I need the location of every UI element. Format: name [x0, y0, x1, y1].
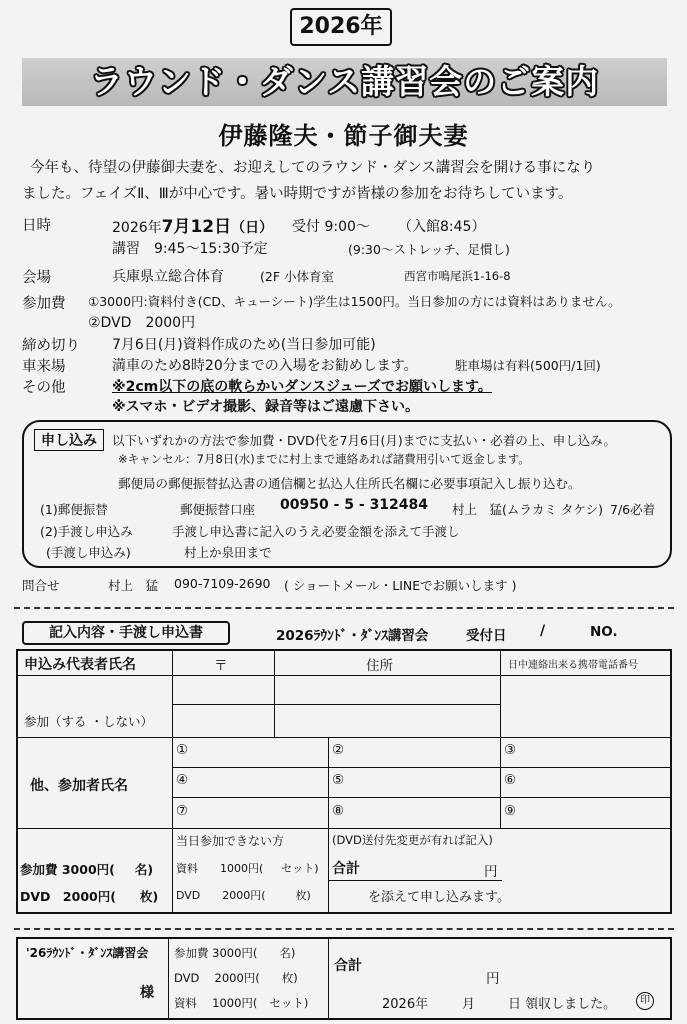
address-field[interactable] — [276, 677, 498, 703]
event-date-day: （日） — [231, 220, 274, 236]
participant-4-field[interactable]: ④ — [176, 772, 189, 788]
fee-quantity[interactable] — [20, 860, 153, 878]
year-box: 2026年 — [290, 8, 392, 46]
receipt-dvd-label: DVD 2000円( — [174, 971, 260, 985]
shoes-note: ※2cm以下の底の軟らかいダンスジューズでお願いします。 — [112, 379, 492, 395]
method-1-prefix: 郵便振替口座 — [180, 502, 256, 517]
participant-3-field[interactable]: ③ — [504, 742, 517, 758]
intro-line-2: ました。フェイズⅡ、Ⅲが中心です。暑い時期ですが皆様の参加をお待ちしています。 — [22, 186, 573, 202]
postal-code-header: 〒 — [214, 658, 228, 674]
receipt-date-month: 月 — [462, 997, 476, 1012]
cut-line — [14, 607, 674, 609]
other-participants-label: 他、参加者氏名 — [30, 778, 128, 794]
cut-line-2 — [14, 928, 674, 930]
materials-quantity-unit: セット) — [281, 862, 319, 875]
parking-fee: 駐車場は有料(500円/1回) — [455, 358, 601, 373]
participant-7-field[interactable]: ⑦ — [176, 803, 189, 819]
receipt-dvd-unit: 枚) — [281, 971, 298, 985]
contact-note: ( ショートメール・LINEでお願いします ) — [284, 578, 517, 593]
parking-label: 車来場 — [22, 359, 66, 375]
fee-option-2: ②DVD 2000円 — [88, 315, 196, 331]
receipt-event-name: '26ﾗｳﾝﾄﾞ・ﾀﾞﾝｽ講習会 — [26, 946, 149, 960]
absent-dvd-quantity[interactable] — [176, 887, 311, 903]
form-total-label: 合計 — [332, 861, 360, 877]
receipt-fee — [174, 945, 295, 961]
representative-name-header: 申込み代表者氏名 — [24, 657, 136, 673]
event-date — [112, 212, 273, 237]
event-date-year: 2026年 — [112, 220, 162, 236]
contact-label: 問合せ — [22, 578, 60, 593]
materials-quantity-label: 資料 1000円( — [176, 862, 264, 875]
method-2-label: (2)手渡し申込み — [40, 524, 133, 539]
dvd-address-change-label: (DVD送付先変更が有れば記入) — [332, 833, 493, 847]
application-tag: 申し込み — [34, 429, 104, 451]
stretch-note: (9:30～ストレッチ、足慣し) — [348, 242, 510, 257]
lecture-time: 講習 9:45～15:30予定 — [112, 241, 268, 257]
venue-label: 会場 — [22, 270, 51, 286]
form-tag: 記入内容・手渡し申込書 — [22, 621, 230, 645]
phone-field[interactable] — [502, 677, 670, 735]
participant-2-field[interactable]: ② — [332, 742, 345, 758]
absent-dvd-quantity-label: DVD 2000円( — [176, 889, 266, 902]
reception-time: 受付 9:00～ — [292, 219, 370, 235]
date-label: 日時 — [22, 218, 51, 234]
receipt-dvd — [174, 970, 298, 986]
recording-note: ※スマホ・ビデオ撮影、録音等はご遠慮下さい。 — [112, 399, 420, 415]
absent-dvd-quantity-unit: 枚) — [295, 889, 311, 902]
attach-note: を添えて申し込みます。 — [368, 890, 510, 905]
dvd-quantity-unit: 枚) — [139, 889, 159, 904]
method-3-text: 村上か泉田まで — [184, 545, 272, 560]
transfer-instructions: 郵便局の郵便振替払込書の通信欄と払込人住所氏名欄に必要事項記入し振り込む。 — [118, 476, 581, 491]
form-total-yen: 円 — [484, 864, 498, 880]
participant-9-field[interactable]: ⑨ — [504, 803, 517, 819]
deadline: 7月6日(月)資料作成のため(当日参加可能) — [112, 337, 376, 353]
postal-account-number: 00950 - 5 - 312484 — [280, 497, 429, 513]
attendance-option[interactable]: 参加（する ・しない） — [24, 714, 153, 729]
method-1-label: (1)郵便振替 — [40, 502, 108, 517]
participant-5-field[interactable]: ⑤ — [332, 772, 345, 788]
parking-info: 満車のため8時20分までの入場をお勧めします。 — [112, 358, 418, 374]
receipt-date-year: 2026年 — [382, 997, 429, 1012]
receipt-materials-unit: セット) — [269, 996, 309, 1010]
method-2-text: 手渡し申込書に記入のうえ必要金額を添えて手渡し — [172, 524, 460, 539]
receipt-materials — [174, 995, 308, 1011]
received-date-slash: / — [540, 623, 546, 639]
page-title: ラウンド・ダンス講習会のご案内 — [89, 62, 600, 101]
method-1-due: 7/6必着 — [610, 502, 656, 517]
receipt-total-yen: 円 — [486, 971, 500, 987]
received-date-label: 受付日 — [466, 628, 507, 644]
materials-quantity[interactable] — [176, 860, 319, 876]
receipt-total-label: 合計 — [334, 958, 362, 974]
representative-name-field[interactable] — [174, 677, 272, 703]
receipt-fee-unit: 名) — [279, 946, 296, 960]
participant-1-field[interactable]: ① — [176, 742, 189, 758]
receipt-bottom-border — [16, 1018, 672, 1020]
dvd-quantity[interactable] — [20, 887, 158, 905]
receipt-fee-label: 参加費 3000円( — [174, 946, 258, 960]
method-3-label: (手渡し申込み) — [46, 545, 131, 560]
venue-room: (2F 小体育室 — [260, 269, 334, 284]
number-label: NO. — [590, 624, 618, 640]
seal-icon: 印 — [636, 992, 654, 1010]
fee-quantity-unit: 名) — [134, 862, 154, 877]
instructors-name: 伊藤隆夫・節子御夫妻 — [218, 122, 469, 150]
receipt-sama: 様 — [140, 985, 154, 1001]
form-event-name: 2026ﾗｳﾝﾄﾞ・ﾀﾞﾝｽ講習会 — [276, 628, 429, 644]
absent-label: 当日参加できない方 — [176, 834, 285, 848]
application-line-1: 以下いずれかの方法で参加費・DVD代を7月6日(月)までに支払い・必着の上、申し込み。 — [112, 433, 616, 448]
event-date-main: 7月12日 — [161, 217, 232, 237]
entry-time: （入館8:45） — [398, 219, 486, 235]
fee-quantity-label: 参加費 3000円( — [20, 862, 115, 877]
deadline-label: 締め切り — [22, 338, 80, 354]
phone-header: 日中連絡出来る携帯電話番号 — [508, 660, 638, 671]
participant-6-field[interactable]: ⑥ — [504, 772, 517, 788]
receipt-acknowledgement: 日 領収しました。 — [508, 997, 617, 1012]
receipt-materials-label: 資料 1000円( — [174, 996, 258, 1010]
intro-line-1: 今年も、待望の伊藤御夫妻を、お迎えしてのラウンド・ダンス講習会を開ける事になり — [30, 160, 596, 176]
venue: 兵庫県立総合体育 — [112, 269, 224, 285]
account-holder: 村上 猛(ムラカミ タケシ) — [452, 502, 603, 517]
dvd-quantity-label: DVD 2000円( — [20, 889, 116, 904]
contact-phone: 090-7109-2690 — [174, 576, 271, 591]
fee-option-1: ①3000円:資料付き(CD、キューシート)学生は1500円。当日参加の方には資料はありません。 — [88, 294, 621, 309]
fee-label: 参加費 — [22, 296, 66, 312]
address-header: 住所 — [366, 658, 393, 674]
contact-name: 村上 猛 — [108, 578, 159, 593]
cancel-note: ※キャンセル：7月8日(水)までに村上まで連絡あれば諸費用引いて返金します。 — [118, 452, 530, 466]
other-label: その他 — [22, 380, 66, 396]
venue-address: 西宮市鳴尾浜1-16-8 — [404, 269, 511, 283]
participant-8-field[interactable]: ⑧ — [332, 803, 345, 819]
